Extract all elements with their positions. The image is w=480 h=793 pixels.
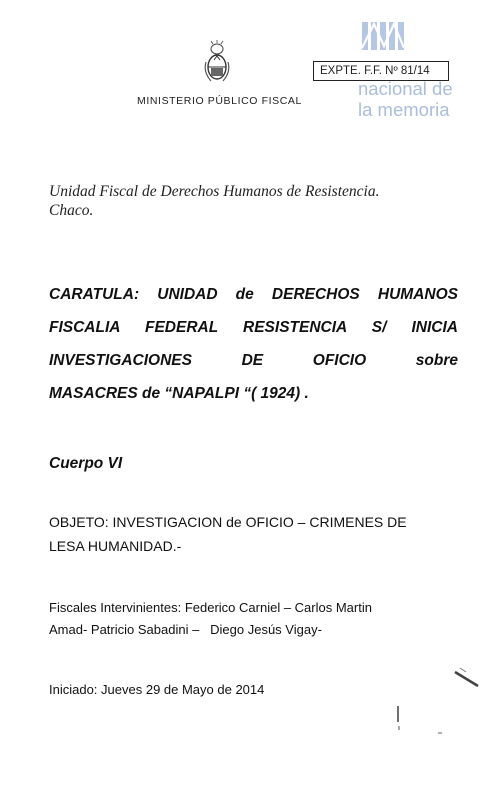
archive-watermark-line: la memoria	[358, 99, 450, 120]
caratula-line: INVESTIGACIONES DE OFICIO sobre	[49, 352, 458, 369]
archive-logo-icon	[360, 18, 406, 52]
caratula-line: FISCALIA FEDERAL RESISTENCIA S/ INICIA	[49, 319, 458, 336]
caratula-line: CARATULA: UNIDAD de DERECHOS HUMANOS	[49, 286, 458, 303]
file-number-box: EXPTE. F.F. Nº 81/14	[313, 61, 449, 81]
prosecutors-line: Amad- Patricio Sabadini – Diego Jesús Vigay-	[49, 622, 322, 637]
prosecutors-line: Fiscales Intervinientes: Federico Carniel – Carlos Martin	[49, 600, 372, 615]
coat-of-arms-icon	[203, 40, 231, 86]
fiscal-unit-line: Chaco.	[49, 202, 94, 219]
volume-label: Cuerpo VI	[49, 455, 123, 472]
archive-watermark	[358, 78, 478, 120]
archive-watermark-line: nacional de	[358, 78, 453, 99]
caratula-title	[49, 285, 458, 417]
scan-marks	[380, 660, 480, 740]
object-line: OBJETO: INVESTIGACION de OFICIO – CRIMENES DE	[49, 514, 407, 530]
caratula-line: MASACRES de “NAPALPI “( 1924) .	[49, 385, 309, 402]
fiscal-unit-line: Unidad Fiscal de Derechos Humanos de Resistencia.	[49, 183, 380, 200]
ministry-name: MINISTERIO PÚBLICO FISCAL	[137, 95, 302, 107]
object-statement	[49, 510, 429, 558]
object-line: LESA HUMANIDAD.-	[49, 538, 182, 554]
start-date: Iniciado: Jueves 29 de Mayo de 2014	[49, 682, 265, 697]
fiscal-unit	[49, 182, 379, 220]
intervening-prosecutors	[49, 597, 449, 641]
